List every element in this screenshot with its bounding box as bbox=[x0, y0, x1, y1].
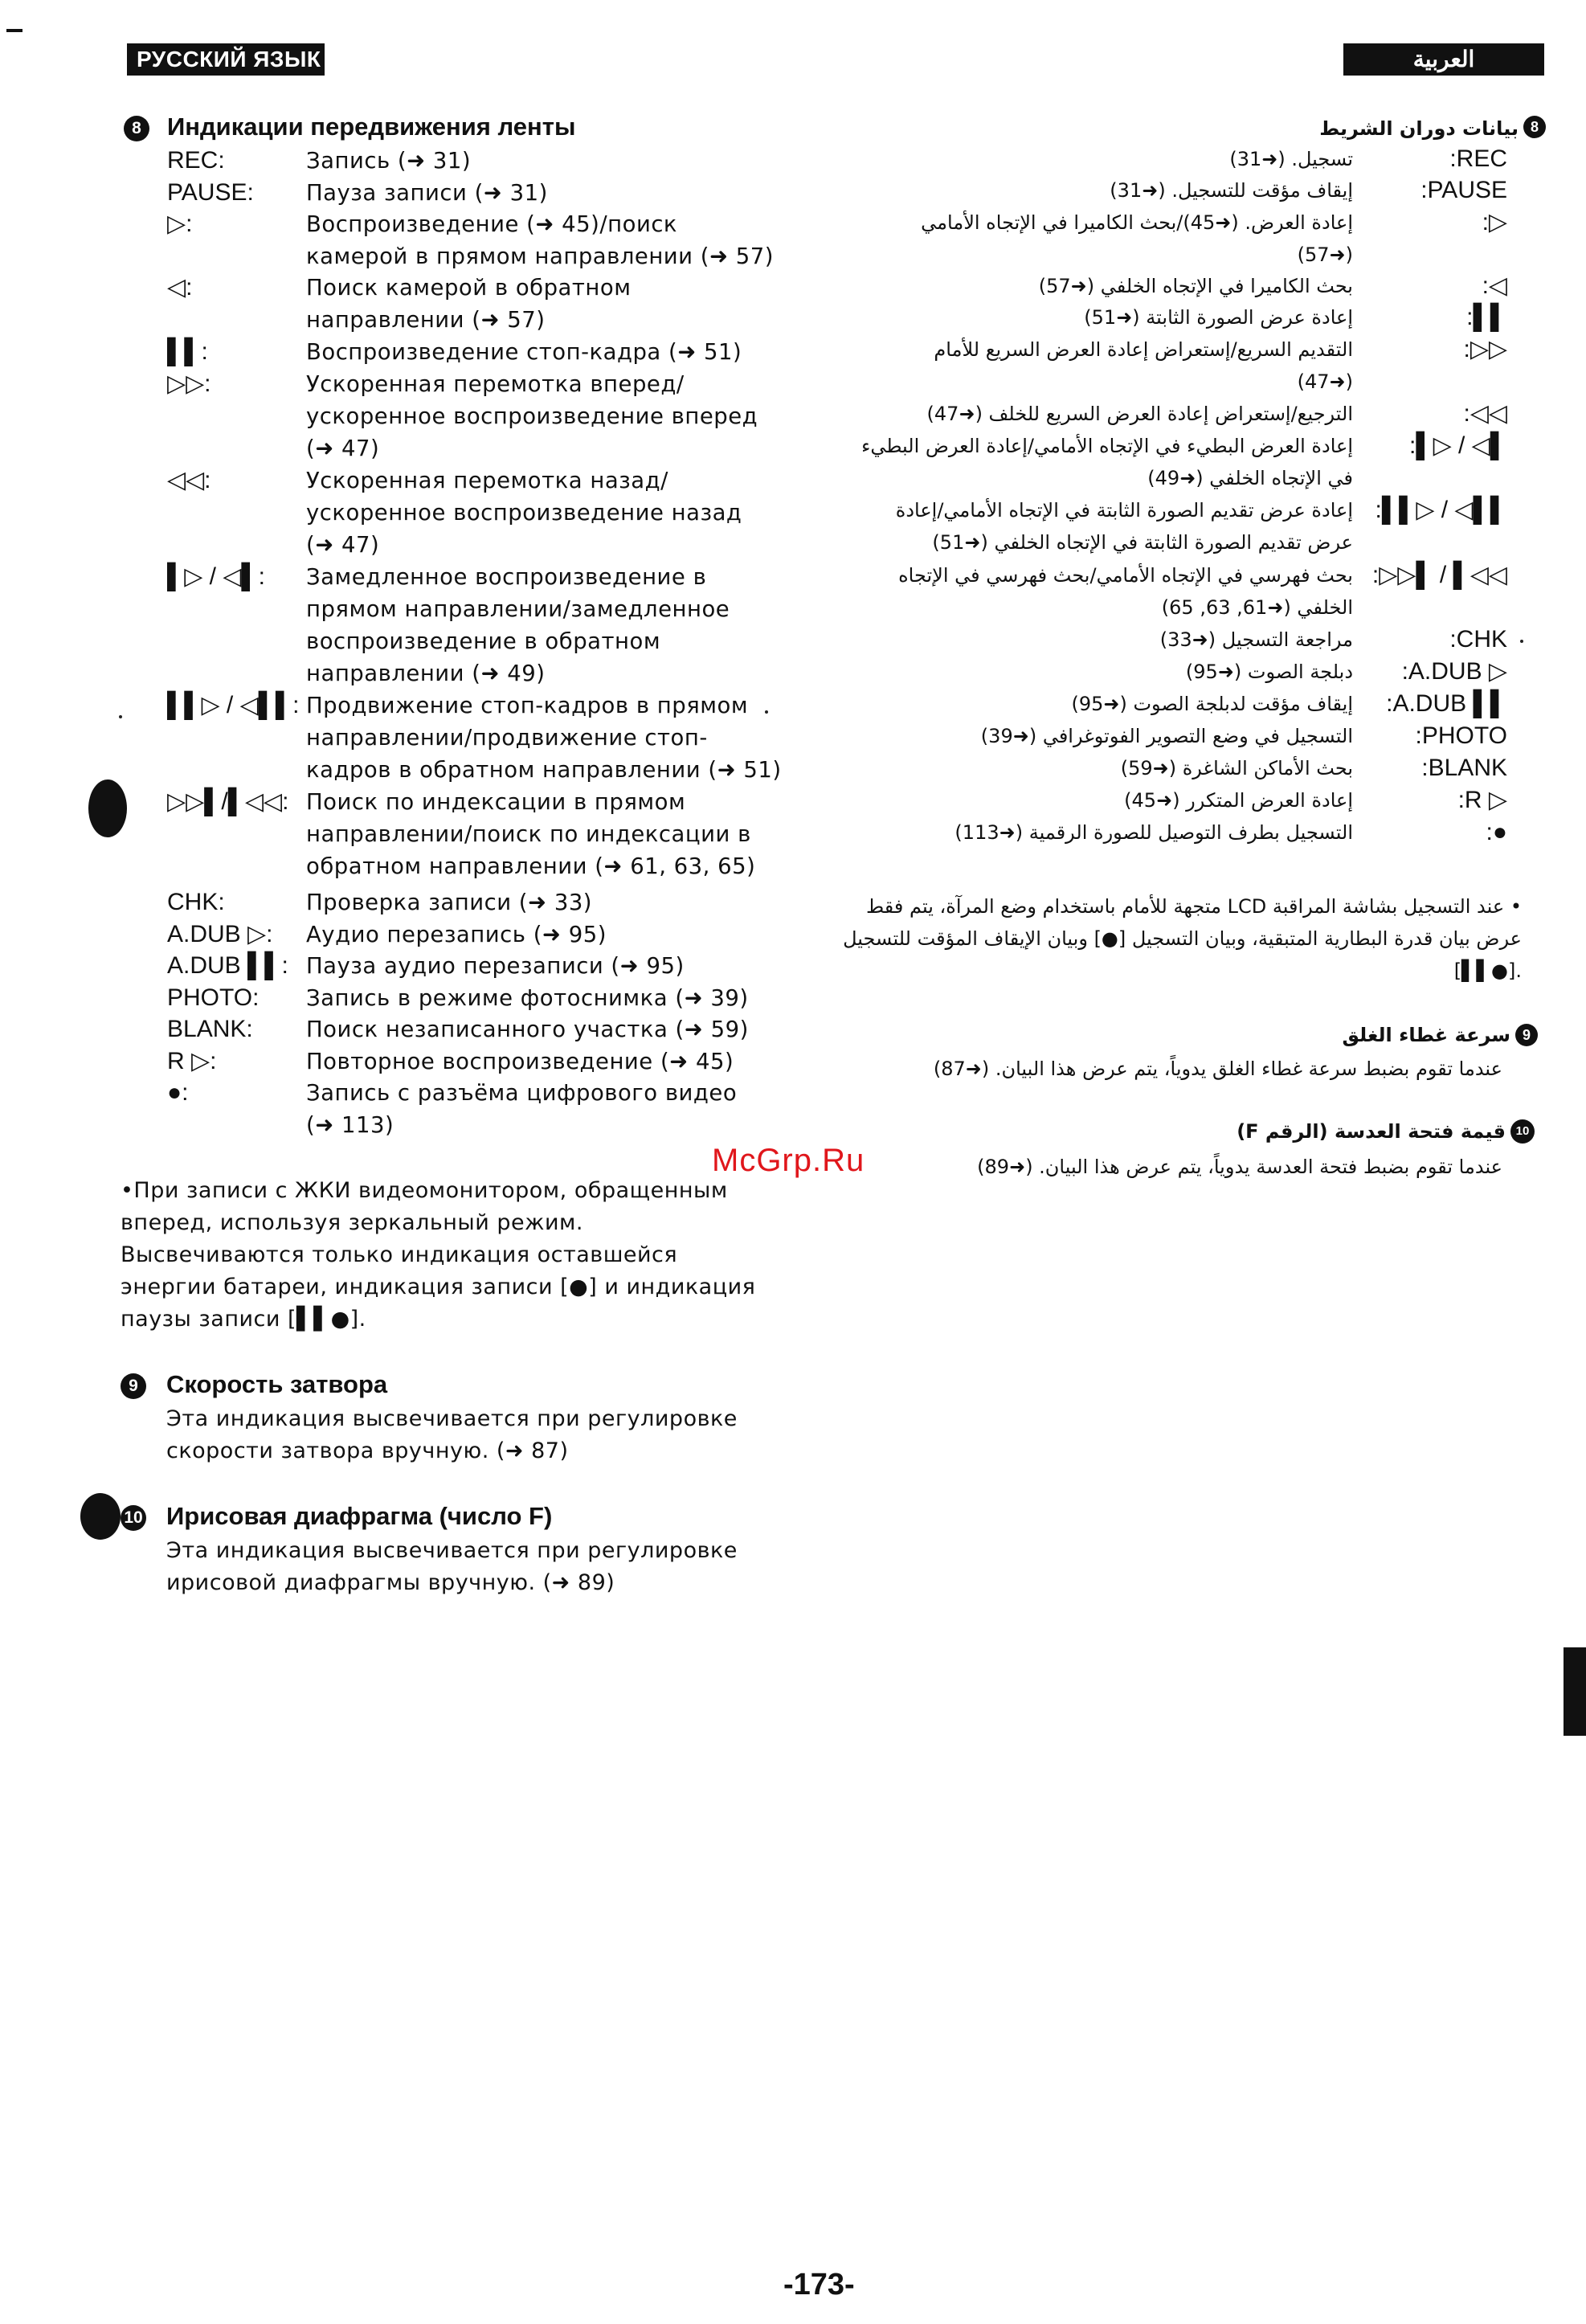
ar-section-8-number: 8 bbox=[1523, 116, 1546, 138]
scan-dot bbox=[1520, 640, 1523, 643]
ar-indicator-description: بحث الكاميرا في الإتجاه الخلفي (➜57) bbox=[1038, 275, 1353, 297]
scan-blot bbox=[88, 779, 127, 837]
section-8-number: 8 bbox=[124, 116, 149, 141]
ar-indicator-label: :A.DUB ▌▌ bbox=[1386, 690, 1507, 717]
ar-indicator-label: :▷▷ bbox=[1463, 336, 1507, 362]
ar-indicator-description: إعادة العرض البطيء في الإتجاه الأمامي/إعادة العرض البطيء في الإتجاه الخلفي (➜49) bbox=[861, 435, 1353, 489]
ar-indicator-label: :▌▌▷ / ◁▌▌ bbox=[1375, 497, 1507, 523]
indicator-label: ●: bbox=[167, 1079, 189, 1106]
ar-section-9-text: عندما تقوم بضبط سرعة غطاء الغلق يدوياً، يتم عرض هذا البيان. (➜87) bbox=[933, 1058, 1502, 1080]
indicator-description: Воспроизведение (➜ 45)/поиск камерой в прямом направлении (➜ 57) bbox=[306, 211, 775, 269]
ar-indicator-label: :◁ bbox=[1482, 272, 1507, 299]
indicator-label: ▌▷ / ◁▌: bbox=[167, 563, 265, 590]
indicator-description: Запись в режиме фотоснимка (➜ 39) bbox=[306, 985, 749, 1011]
indicator-label: ▷: bbox=[167, 211, 193, 237]
ar-indicator-label: :▌▌ bbox=[1466, 304, 1507, 330]
ar-indicator-description: التسجيل بطرف التوصيل للصورة الرقمية (➜113) bbox=[954, 821, 1353, 844]
indicator-label: PAUSE: bbox=[167, 179, 254, 206]
indicator-label: CHK: bbox=[167, 889, 225, 915]
indicator-description: Ускоренная перемотка назад/ ускоренное воспроизведение назад (➜ 47) bbox=[306, 468, 742, 558]
section-10-title: Ирисовая диафрагма (число F) bbox=[166, 1502, 553, 1530]
section-8-title: Индикации передвижения ленты bbox=[167, 113, 576, 141]
indicator-label: A.DUB ▷: bbox=[167, 921, 273, 947]
ar-indicator-description: إيقاف مؤقت للتسجيل. (➜31) bbox=[1110, 179, 1353, 202]
language-tab-arabic: العربية bbox=[1343, 43, 1544, 76]
indicator-description: Ускоренная перемотка вперед/ ускоренное воспроизведение вперед (➜ 47) bbox=[306, 371, 758, 461]
ar-section-9-title: سرعة غطاء الغلق bbox=[1342, 1024, 1510, 1046]
ar-indicator-description: مراجعة التسجيل (➜33) bbox=[1159, 628, 1353, 651]
ar-indicator-label: :PAUSE bbox=[1420, 177, 1507, 203]
section-10-text: Эта индикация высвечивается при регулировке ирисовой диафрагмы вручную. (➜ 89) bbox=[166, 1538, 738, 1595]
ar-indicator-label: :● bbox=[1486, 819, 1507, 845]
indicator-description: Запись с разъёма цифрового видео (➜ 113) bbox=[306, 1080, 738, 1138]
ar-indicator-label: :REC bbox=[1449, 145, 1507, 172]
indicator-description: Поиск по индексации в прямом направлении/поиск по индексации в обратном направлении (➜ 61, 63, 65) bbox=[306, 789, 756, 879]
ar-indicator-label: :▷ bbox=[1482, 209, 1507, 235]
section-10-number: 10 bbox=[121, 1505, 146, 1531]
watermark: McGrp.Ru bbox=[712, 1143, 865, 1178]
indicator-description: Воспроизведение стоп-кадра (➜ 51) bbox=[306, 339, 742, 365]
indicator-label: PHOTO: bbox=[167, 984, 260, 1011]
ar-indicator-description: إيقاف مؤقت لدبلجة الصوت (➜95) bbox=[1071, 693, 1353, 715]
indicator-label: ▷▷: bbox=[167, 370, 211, 397]
indicator-label: ◁: bbox=[167, 274, 193, 301]
ar-indicator-label: :A.DUB ▷ bbox=[1401, 658, 1507, 685]
ar-section-9-number: 9 bbox=[1515, 1024, 1538, 1046]
indicator-description: Проверка записи (➜ 33) bbox=[306, 890, 593, 915]
ar-indicator-label: :CHK bbox=[1449, 626, 1507, 653]
ar-indicator-label: :▌▷ / ◁▌ bbox=[1409, 432, 1507, 459]
scan-blot bbox=[80, 1493, 121, 1540]
indicator-description: Пауза аудио перезаписи (➜ 95) bbox=[306, 953, 685, 979]
corner-mark bbox=[6, 29, 22, 32]
indicator-label: A.DUB ▌▌: bbox=[167, 952, 288, 979]
section-9-number: 9 bbox=[121, 1373, 146, 1399]
ar-section-10-text: عندما تقوم بضبط فتحة العدسة يدوياً، يتم عرض هذا البيان. (➜89) bbox=[977, 1156, 1502, 1178]
ar-indicator-description: دبلجة الصوت (➜95) bbox=[1185, 661, 1353, 683]
indicator-description: Пауза записи (➜ 31) bbox=[306, 180, 548, 206]
indicator-label: ▷▷▌/▌◁◁: bbox=[167, 788, 289, 815]
indicator-description: Поиск камерой в обратном направлении (➜ 57) bbox=[306, 275, 632, 333]
ar-indicator-description: بحث فهرسي في الإتجاه الأمامي/بحث فهرسي في الإتجاه الخلفي (➜61, 63, 65) bbox=[898, 564, 1353, 619]
indicator-description: Запись (➜ 31) bbox=[306, 148, 472, 174]
ar-lcd-mirror-note: • عند التسجيل بشاشة المراقبة LCD متجهة للأمام باستخدام وضع المرآة، يتم فقط عرض بيان قدرة البطارية المتبقية، وبيان التسجيل [●] وبيان الإيقاف المؤقت للتسجيل .[●▌▌] bbox=[843, 895, 1522, 982]
page-number: -173- bbox=[783, 2268, 855, 2301]
ar-indicator-description: التقديم السريع/إستعراض إعادة العرض السريع للأمام (➜47) bbox=[934, 338, 1353, 393]
ar-indicator-description: التسجيل في وضع التصوير الفوتوغرافي (➜39) bbox=[980, 725, 1353, 747]
language-tab-russian: РУССКИЙ ЯЗЫК bbox=[127, 43, 325, 76]
indicator-label: ▌▌▷ / ◁▌▌: bbox=[167, 692, 300, 718]
indicator-label: ▌▌: bbox=[167, 338, 208, 365]
indicator-description: Продвижение стоп-кадров в прямом направлении/продвижение стоп- кадров в обратном направлении (➜ 51) bbox=[306, 693, 782, 783]
ar-indicator-description: إعادة عرض تقديم الصورة الثابتة في الإتجاه الأمامي/إعادة عرض تقديم الصورة الثابتة في الإتجاه الخلفي (➜51) bbox=[895, 499, 1353, 554]
ar-indicator-description: إعادة العرض المتكرر (➜45) bbox=[1124, 789, 1353, 812]
ar-indicator-description: بحث الأماكن الشاغرة (➜59) bbox=[1120, 757, 1353, 779]
indicator-description: Повторное воспроизведение (➜ 45) bbox=[306, 1049, 734, 1074]
lcd-mirror-note: •При записи с ЖКИ видеомонитором, обращенным вперед, используя зеркальный режим. Высвечиваются только индикация оставшейся энергии батареи, индикация записи [●] и индикация паузы записи [▌▌●]. bbox=[121, 1178, 756, 1332]
indicator-label: ◁◁: bbox=[167, 467, 211, 493]
scan-dot bbox=[119, 715, 122, 718]
ar-indicator-label: :BLANK bbox=[1421, 755, 1507, 781]
indicator-description: Замедленное воспроизведение в прямом направлении/замедленное воспроизведение в обратном направлении (➜ 49) bbox=[306, 564, 730, 686]
ar-indicator-label: :R ▷ bbox=[1457, 787, 1507, 813]
ar-indicator-description: إعادة العرض. (➜45)/بحث الكاميرا في الإتجاه الأمامي (➜57) bbox=[921, 211, 1353, 266]
ar-indicator-label: :◁◁ bbox=[1463, 400, 1507, 427]
ar-section-10-title: قيمة فتحة العدسة (الرقم F) bbox=[1237, 1120, 1506, 1143]
ar-indicator-label: :PHOTO bbox=[1415, 722, 1507, 749]
ar-indicator-description: إعادة عرض الصورة الثابتة (➜51) bbox=[1084, 306, 1353, 329]
ar-indicator-description: تسجيل. (➜31) bbox=[1229, 148, 1353, 170]
indicator-label: R ▷: bbox=[167, 1048, 217, 1074]
indicator-description: Поиск незаписанного участка (➜ 59) bbox=[306, 1017, 749, 1042]
ar-indicator-description: الترجيع/إستعراض إعادة العرض السريع للخلف (➜47) bbox=[926, 403, 1353, 425]
ar-section-10-number: 10 bbox=[1510, 1119, 1535, 1144]
thumb-index-tab bbox=[1564, 1647, 1586, 1736]
section-9-title: Скорость затвора bbox=[166, 1370, 388, 1398]
indicator-description: Аудио перезапись (➜ 95) bbox=[306, 922, 607, 947]
section-9-text: Эта индикация высвечивается при регулировке скорости затвора вручную. (➜ 87) bbox=[166, 1406, 738, 1463]
indicator-label: BLANK: bbox=[167, 1016, 253, 1042]
ar-section-8-title: بيانات دوران الشريط bbox=[1319, 117, 1519, 140]
ar-indicator-label: :▷▷▌ / ▌◁◁ bbox=[1371, 562, 1507, 588]
indicator-label: REC: bbox=[167, 147, 225, 174]
